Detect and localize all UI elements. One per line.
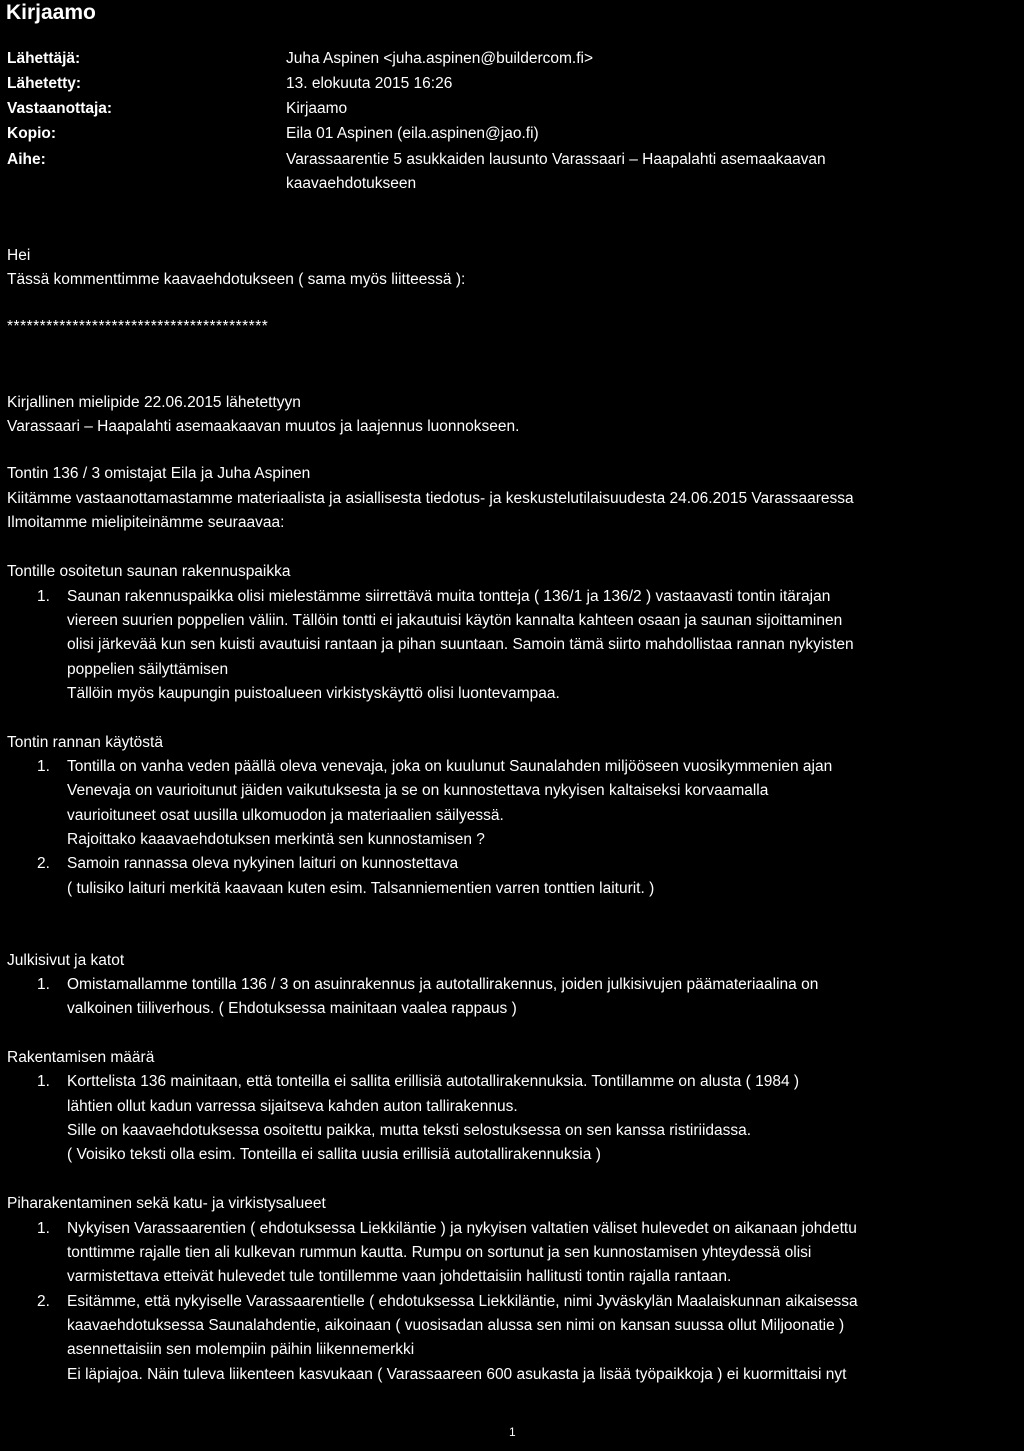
list-number: 1.: [37, 976, 50, 993]
opinion-line-2: Varassaari – Haapalahti asemaakaavan muutos ja laajennus luonnokseen.: [7, 418, 520, 435]
section-heading-yard: Piharakentaminen sekä katu- ja virkistysalueet: [7, 1195, 326, 1212]
list-item-line: ( Voisiko teksti olla esim. Tonteilla ei sallita uusia erillisiä autotallirakennuksia ): [67, 1146, 601, 1163]
list-item-line: valkoinen tiiliverhous. ( Ehdotuksessa mainitaan vaalea rappaus ): [67, 1000, 517, 1017]
list-item-line: lähtien ollut kadun varressa sijaitseva kahden auton tallirakennus.: [67, 1098, 518, 1115]
list-item-line: varmistettava etteivät hulevedet tule tontillemme vaan johdettaisiin hallitusti tontin rajalla rantaan.: [67, 1268, 732, 1285]
document-title: Kirjaamo: [6, 1, 96, 24]
header-value-sent: 13. elokuuta 2015 16:26: [286, 75, 453, 92]
section-heading-sauna: Tontille osoitetun saunan rakennuspaikka: [7, 563, 291, 580]
section-heading-facades: Julkisivut ja katot: [7, 952, 125, 969]
list-item-line: poppelien säilyttämisen: [67, 661, 229, 678]
owners-line: Tontin 136 / 3 omistajat Eila ja Juha Aspinen: [7, 465, 311, 482]
list-number: 1.: [37, 758, 50, 775]
list-item-line: Omistamallamme tontilla 136 / 3 on asuinrakennus ja autotallirakennus, joiden julkisivujen päämateriaalina on: [67, 976, 819, 993]
list-item-line: Korttelista 136 mainitaan, että tonteilla ei sallita erillisiä autotallirakennuksia. Tontillamme on alusta ( 1984 ): [67, 1073, 800, 1090]
list-number: 1.: [37, 1073, 50, 1090]
list-item-line: Tällöin myös kaupungin puistoalueen virkistyskäyttö olisi luontevampaa.: [67, 685, 560, 702]
list-number: 1.: [37, 1220, 50, 1237]
list-item-line: Sille on kaavaehdotuksessa osoitettu paikka, mutta teksti selostuksessa on sen kanssa ristiriidassa.: [67, 1122, 752, 1139]
page-number: 1: [509, 1425, 516, 1439]
thanks-line: Kiitämme vastaanottamastamme materiaalista ja asiallisesta tiedotus- ja keskustelutilaisuudesta 24.06.2015 Varassaaressa: [7, 490, 854, 507]
header-label-sent: Lähetetty:: [7, 75, 82, 92]
greeting: Hei: [7, 247, 31, 264]
section-heading-building: Rakentamisen määrä: [7, 1049, 155, 1066]
list-number: 2.: [37, 1293, 50, 1310]
header-value-recipient: Kirjaamo: [286, 100, 348, 117]
notify-line: Ilmoitamme mielipiteinämme seuraavaa:: [7, 514, 285, 531]
list-item-line: olisi järkevää kun sen kuisti avautuisi rantaan ja pihan suuntaan. Samoin tämä siirto mahdollistaa rannan nykyisten: [67, 636, 854, 653]
header-value-sender: Juha Aspinen <juha.aspinen@buildercom.fi>: [286, 50, 593, 67]
list-item-line: Nykyisen Varassaarentien ( ehdotuksessa Liekkiläntie ) ja nykyisen valtatien väliset hulevedet on aikanaan johdettu: [67, 1220, 857, 1237]
list-item-line: Tontilla on vanha veden päällä oleva venevaja, joka on kuulunut Saunalahden miljööseen vuosikymmenien ajan: [67, 758, 833, 775]
list-number: 1.: [37, 588, 50, 605]
list-item-line: Venevaja on vaurioitunut jäiden vaikutuksesta ja se on kunnostettava nykyisen kaltaiseksi korvaamalla: [67, 782, 769, 799]
list-item-line: asennettaisiin sen molempiin päihin liikennemerkki: [67, 1341, 415, 1358]
list-item-line: ( tulisiko laituri merkitä kaavaan kuten esim. Talsanniementien varren tonttien laiturit. ): [67, 880, 655, 897]
list-item-line: Rajoittako kaaavaehdotuksen merkintä sen kunnostamisen ?: [67, 831, 485, 848]
list-item-line: Esitämme, että nykyiselle Varassaarentielle ( ehdotuksessa Liekkiläntie, nimi Jyväskylän Maalaiskunnan aikaisessa: [67, 1293, 858, 1310]
list-item-line: Ei läpiajoa. Näin tuleva liikenteen kasvukaan ( Varassaareen 600 asukasta ja lisää työpaikkoja ) ei kuormittaisi nyt: [67, 1366, 847, 1383]
header-value-subject: Varassaarentie 5 asukkaiden lausunto Varassaari – Haapalahti asemaakaavan: [286, 151, 826, 168]
header-value-subject-cont: kaavaehdotukseen: [286, 175, 417, 192]
header-value-cc: Eila 01 Aspinen (eila.aspinen@jao.fi): [286, 125, 539, 142]
header-label-recipient: Vastaanottaja:: [7, 100, 113, 117]
list-item-line: vaurioituneet osat uusilla ulkomuodon ja materiaalien säilyessä.: [67, 807, 504, 824]
header-label-subject: Aihe:: [7, 151, 46, 168]
list-item-line: tonttimme rajalle tien ali kulkevan rummun kautta. Rumpu on sortunut ja sen kunnostamisen yhteydessä olisi: [67, 1244, 812, 1261]
section-heading-shore: Tontin rannan käytöstä: [7, 734, 163, 751]
opinion-line-1: Kirjallinen mielipide 22.06.2015 lähetettyyn: [7, 394, 301, 411]
header-label-cc: Kopio:: [7, 125, 57, 142]
list-item-line: Samoin rannassa oleva nykyinen laituri on kunnostettava: [67, 855, 459, 872]
separator-stars: ****************************************: [7, 318, 269, 335]
list-item-line: Saunan rakennuspaikka olisi mielestämme siirrettävä muita tontteja ( 136/1 ja 136/2 ) vastaavasti tontin itärajan: [67, 588, 831, 605]
header-label-sender: Lähettäjä:: [7, 50, 81, 67]
list-item-line: kaavaehdotuksessa Saunalahdentie, aikoinaan ( vuosisadan alussa sen nimi on kansan suussa ollut Miljoonatie ): [67, 1317, 845, 1334]
list-number: 2.: [37, 855, 50, 872]
intro-text: Tässä kommenttimme kaavaehdotukseen ( sama myös liitteessä ):: [7, 271, 466, 288]
list-item-line: viereen suurien poppelien väliin. Tällöin tontti ei jakautuisi käytön kannalta kahteen osaan ja saunan sijoittaminen: [67, 612, 843, 629]
